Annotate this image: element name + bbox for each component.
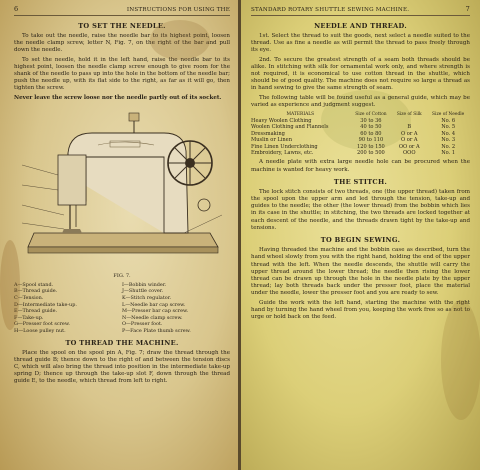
table-cell: 60 to 80 (360, 130, 382, 137)
sewing-machine-illustration (14, 105, 230, 273)
column-header: Size of Cotton (355, 112, 387, 118)
paper-stain (321, 90, 411, 150)
table-cell: No. 5 (441, 124, 456, 131)
column-header: Size of Silk (396, 112, 422, 118)
table-cell: Fine Linen Underclothing (251, 143, 318, 150)
table-cell: 40 to 50 (360, 124, 382, 131)
figure-legend (14, 282, 230, 335)
paragraph: The following table will be found useful as a general guide, which may be varied as experience and judgment suggest. (251, 94, 470, 108)
legend-item: K—Stitch regulator. (122, 295, 172, 302)
running-title: STANDARD ROTARY SHUTTLE SEWING MACHINE. (251, 7, 410, 13)
legend-item: A—Spool stand. (14, 281, 54, 288)
section-heading-needle-thread: NEEDLE AND THREAD. (314, 22, 407, 30)
legend-item: D—Intermediate take-up. (14, 301, 77, 308)
table-cell: No. 2 (441, 143, 456, 150)
table-cell: No. 1 (441, 150, 456, 157)
table-cell: Muslin or Linen (251, 137, 292, 144)
legend-item: E—Thread guide. (14, 308, 58, 315)
paragraph: 2nd. To secure the greatest strength of a seam both threads should be alike. In stitching with silk for ornamental work only, and where strength is not required, it is economical to use cotton thread in the shuttle, which should be of good quality. The machine does not require so large a thread as in hand sewing to give the same strength of seam. (251, 56, 470, 92)
table-cell: No. 4 (441, 130, 456, 137)
legend-item: M—Presser bar cap screw. (122, 308, 189, 315)
column-header: Size of Needle (432, 112, 465, 118)
legend-item: H—Loose pulley nut. (14, 327, 66, 334)
legend-item: P—Face Plate thumb screw. (122, 327, 191, 334)
paper-stain (150, 20, 210, 60)
right-page (241, 0, 480, 470)
legend-item: N—Needle clamp screw. (122, 314, 183, 321)
table-cell: Heavy Woolen Clothing (251, 118, 312, 125)
table-cell: Embroidery, Lawns, etc. (251, 150, 314, 157)
left-page-header (14, 5, 230, 16)
table-cell: Dressmaking (251, 130, 285, 137)
running-title: INSTRUCTIONS FOR USING THE (126, 7, 230, 13)
page-number: 7 (465, 5, 470, 13)
legend-item: F—Take-up. (14, 314, 44, 321)
table-cell: Woolen Clothing and Flannels (251, 124, 329, 131)
paper-stain (441, 300, 480, 420)
warning-text: Never leave the screw loose nor the needle partly out of its socket. (14, 94, 222, 101)
table-cell: OO or A (398, 143, 420, 150)
table-cell: B (407, 124, 412, 131)
section-heading-set-needle: TO SET THE NEEDLE. (78, 22, 166, 30)
legend-item: J—Shuttle cover. (122, 288, 164, 295)
section-heading-thread-machine: TO THREAD THE MACHINE. (65, 338, 179, 347)
right-page-header (251, 5, 470, 16)
legend-column-left (14, 282, 122, 335)
paragraph: Guide the work with the left hand, starting the machine with the right hand by turning the hand wheel from you, keeping the work free so as not to urge or hold back on the feed. (251, 299, 470, 320)
paragraph: Having threaded the machine and the bobbin case as described, turn the hand wheel slowly from you with the right hand, holding the end of the upper thread with the left. When the needle descends, the shuttle will carry the upper thread around the lower thread; the needle then rising the lower thread can be drawn up through the hole in the needle plate by the upper thread; lay both threads back under the presser foot, place the material under the needle, lower the presser foot and you are ready to sew. (251, 247, 470, 297)
paragraph: The lock stitch consists of two threads, one (the upper thread) taken from the spool upon the upper arm and led through the tension, take-up and guides to the needle; the other (the lower thread) from the bobbin which lies in its case in the shuttle; in stitching, the two threads are locked together at each descent of the needle, and the threads drawn tight by the take-up and tensions. (251, 188, 470, 231)
table-cell: 90 to 110 (358, 137, 384, 144)
page-number: 6 (14, 5, 19, 13)
sewing-machine-figure (14, 105, 230, 273)
figure-caption: FIG. 7. (113, 272, 131, 279)
paragraph: 1st. Select the thread to suit the goods, next select a needle suited to the thread. Use as fine a needle as will permit the thread to pass freely through its eye. (251, 33, 470, 54)
legend-item: L—Needle bar cap screw. (122, 301, 186, 308)
section-heading-begin-sewing: TO BEGIN SEWING. (320, 236, 401, 245)
table-cell: No. 3 (441, 137, 456, 144)
table-cell: O or A (400, 130, 418, 137)
legend-item: C—Tension. (14, 295, 44, 302)
paragraph: Place the spool on the spool pin A, Fig. 7; draw the thread through the thread guide B; thence down to the right of and between the tension discs C, which will also bring the thread into position in the intermediate take-up spring D; thence up through the take-up slot F, down through the thread guide E, to the needle, which thread from left to right. (14, 349, 230, 385)
table-note: A needle plate with extra large needle hole can be procured when the machine is wanted for heavy work. (251, 159, 470, 173)
legend-item: I—Bobbin winder. (122, 281, 167, 288)
table-cell: OOO (402, 150, 416, 157)
legend-column-right (122, 282, 230, 335)
column-header: MATERIALS (286, 112, 315, 118)
legend-item: O—Presser foot. (122, 321, 163, 328)
legend-item: G—Presser foot screw. (14, 321, 70, 328)
legend-item: B—Thread guide. (14, 288, 58, 295)
section-heading-stitch: THE STITCH. (333, 177, 388, 186)
table-cell: 120 to 150 (357, 143, 385, 150)
table-cell: No. 6 (441, 118, 456, 125)
paragraph: To take out the needle, raise the needle bar to its highest point, loosen the needle clamp screw, letter N, Fig. 7, on the right of the bar and pull down the needle. (14, 33, 230, 54)
left-page (0, 0, 238, 470)
table-row (251, 150, 470, 156)
table-cell: 200 to 500 (357, 150, 385, 157)
table-cell: O or A (400, 137, 418, 144)
paragraph: To set the needle, hold it in the left hand, raise the needle bar to its highest point, loosen the needle clamp screw enough to give room for the shank of the needle to pass up into the hole in the bottom of the needle bar; push the needle up, with its flat side to the right, as far as it will go, then tighten the screw. (14, 56, 230, 92)
table-cell: 30 to 36 (360, 118, 382, 125)
